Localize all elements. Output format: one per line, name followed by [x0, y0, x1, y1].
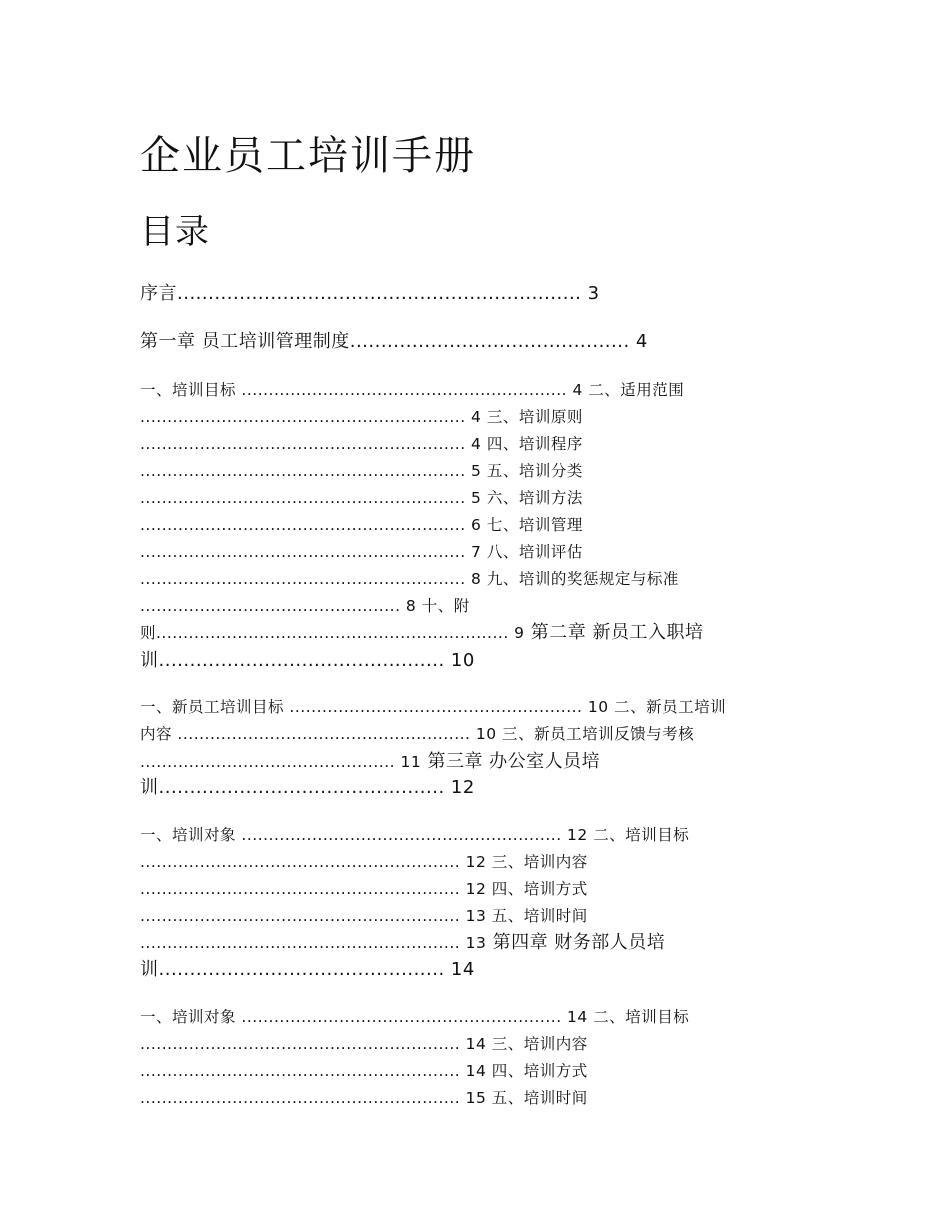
toc-line	[140, 1087, 588, 1109]
toc-line	[140, 696, 726, 718]
toc-entry-text: 一、新员工培训目标 ...................................................... 10 二、新员工培训	[140, 698, 727, 716]
toc-entry-text: 训.............................................. 12	[140, 777, 475, 798]
toc-entry-text: ............................................................ 6 七、培训管理	[140, 516, 583, 534]
toc-line	[140, 514, 583, 536]
toc-entry-text: ............................................................ 4 四、培训程序	[140, 435, 583, 453]
toc-entry-text: 训.............................................. 14	[140, 959, 475, 980]
toc-heading: 目录	[140, 212, 210, 252]
toc-entry-text: ................................................ 8 十、附	[140, 597, 470, 615]
toc-line	[140, 878, 588, 900]
toc-entry-text: 一、培训对象 ........................................................... 14 二、培训目标	[140, 1008, 690, 1026]
toc-entry-text: 则................................................................. 9	[140, 624, 525, 642]
toc-line	[140, 749, 600, 775]
toc-line	[140, 1033, 588, 1055]
toc-line	[140, 905, 588, 927]
toc-line	[140, 433, 583, 455]
toc-entry-text: 第一章 员工培训管理制度............................................. 4	[140, 331, 648, 352]
toc-entry-text: 训.............................................. 10	[140, 650, 475, 671]
toc-line	[140, 329, 648, 355]
toc-entry-text: ........................................................... 12 三、培训内容	[140, 853, 588, 871]
toc-entry-text: ............................................................ 4 三、培训原则	[140, 408, 583, 426]
toc-line	[140, 930, 665, 956]
toc-entry-text: 一、培训目标 ............................................................ 4 二、适用范围	[140, 381, 685, 399]
toc-line	[140, 379, 684, 401]
toc-entry-text: ............................................................ 8 九、培训的奖惩规定与标准	[140, 570, 679, 588]
toc-entry-text: ........................................................... 14 三、培训内容	[140, 1035, 588, 1053]
toc-line	[140, 620, 704, 646]
toc-line	[140, 775, 475, 801]
toc-entry-text: ............................................................ 5 六、培训方法	[140, 489, 583, 507]
toc-line	[140, 723, 694, 745]
toc-line	[140, 1060, 588, 1082]
document-title: 企业员工培训手册	[140, 133, 476, 179]
toc-line	[140, 595, 470, 617]
toc-entry-text: ............................................................ 5 五、培训分类	[140, 462, 583, 480]
toc-line	[140, 568, 679, 590]
toc-entry-text: 内容 ...................................................... 10 三、新员工培训反馈与考核	[140, 725, 695, 743]
toc-entry-text: 序言................................................................. 3	[140, 283, 600, 304]
toc-line	[140, 460, 583, 482]
toc-line	[140, 824, 689, 846]
toc-entry-text: ........................................................... 13	[140, 934, 487, 952]
toc-line	[140, 541, 583, 563]
toc-entry-text: ........................................................... 14 四、培训方式	[140, 1062, 588, 1080]
toc-line	[140, 281, 600, 307]
toc-entry-text: ............................................................ 7 八、培训评估	[140, 543, 583, 561]
toc-entry-text: ............................................... 11	[140, 753, 422, 771]
toc-line	[140, 648, 475, 674]
toc-chapter-heading: 第四章 财务部人员培	[486, 932, 666, 953]
toc-line	[140, 851, 588, 873]
toc-line	[140, 487, 583, 509]
toc-entry-text: ........................................................... 15 五、培训时间	[140, 1089, 588, 1107]
toc-entry-text: ........................................................... 13 五、培训时间	[140, 907, 588, 925]
toc-entry-text: ........................................................... 12 四、培训方式	[140, 880, 588, 898]
toc-chapter-heading: 第二章 新员工入职培	[524, 622, 704, 643]
toc-chapter-heading: 第三章 办公室人员培	[421, 751, 601, 772]
toc-line	[140, 957, 475, 983]
toc-line	[140, 1006, 689, 1028]
toc-line	[140, 406, 583, 428]
toc-entry-text: 一、培训对象 ........................................................... 12 二、培训目标	[140, 826, 690, 844]
